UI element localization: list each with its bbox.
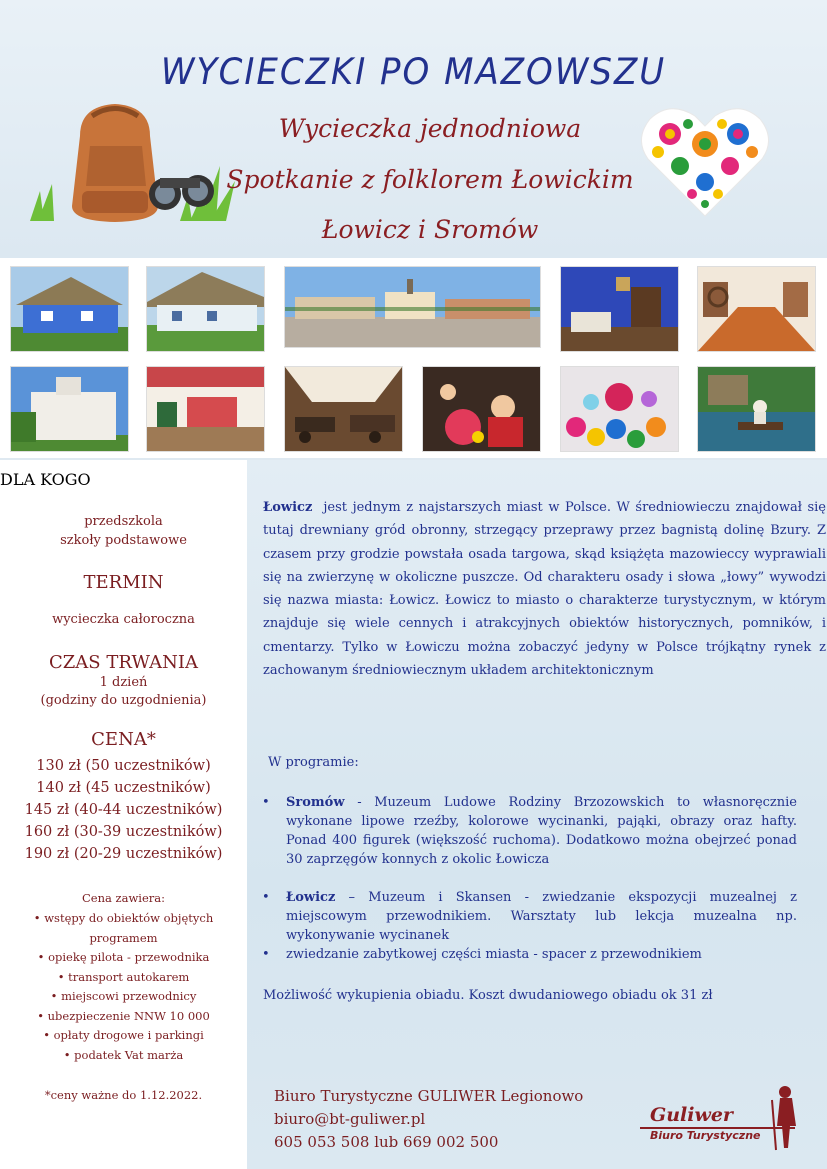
price-list [0,755,247,865]
subtitle-trip-type: Wycieczka jednodniowa [278,114,582,143]
includes-item: • podatek Vat marża [63,1047,184,1062]
photo-gallery [0,258,827,458]
duration-value: 1 dzień (godziny do uzgodnienia) [40,675,207,708]
program-item-lead: Łowicz [286,890,336,905]
program-item-lead: Sromów [286,795,345,810]
price-item: 130 zł (50 uczestników) [36,758,211,774]
program-item-walk [262,945,797,964]
includes-item: • transport autokarem [57,969,190,984]
photo-carriages [284,366,403,452]
includes-item: • opłaty drogowe i parkingi [43,1028,204,1042]
price-item: 160 zł (30-39 uczestników) [24,824,223,840]
logo-subtitle: Biuro Turystyczne [650,1129,761,1142]
photo-market-square [284,266,541,348]
includes-item: • ubezpieczenie NNW 10 000 [37,1008,210,1023]
contact-phone[interactable]: 605 053 508 lub 669 002 500 [274,1133,499,1151]
city-description [263,496,826,682]
logo-name: Guliwer [650,1104,733,1126]
subtitle-folklore: Spotkanie z folklorem Łowickim [226,165,634,194]
photo-museum-hall [697,266,816,352]
subtitle-places: Łowicz i Sromów [321,215,539,244]
photo-blue-cottage [10,266,129,352]
program-item-text: – Muzeum i Skansen - zwiedzanie ekspozycji muzealnej z miejscowym przewodnikiem. Warsztaty lub lekcja muzealna np. wykonywanie wycinanek [286,890,797,943]
program-item-lowicz [262,888,797,945]
backpack-illustration [30,96,240,226]
photo-folk-room [146,366,265,452]
program-item-text: zwiedzanie zabytkowej części miasta - spacer z przewodnikiem [286,947,702,962]
photo-river-rowing [697,366,816,452]
price-validity: *ceny ważne do 1.12.2022. [44,1088,203,1102]
price-item: 145 zł (40-44 uczestników) [24,802,223,818]
contact-email[interactable]: biuro@bt-guliwer.pl [274,1110,426,1128]
photo-paper-decorations [560,366,679,452]
lunch-note: Możliwość wykupienia obiadu. Koszt dwudaniowego obiadu ok 31 zł [263,988,713,1003]
price-includes [0,888,247,1065]
program-list [262,793,797,964]
photo-palace [10,366,129,452]
duration-heading: CZAS TRWANIA [49,652,198,673]
includes-heading: Cena zawiera: [82,891,165,905]
company-name: Biuro Turystyczne GULIWER Legionowo [274,1087,584,1105]
photo-white-cottage [146,266,265,352]
city-name: Łowicz [263,500,313,515]
includes-item: • miejscowi przewodnicy [50,989,197,1003]
price-item: 140 zł (45 uczestników) [36,780,211,796]
includes-item: programem [89,930,158,945]
page-title: WYCIECZKI PO MAZOWSZU [160,50,667,94]
description-text: jest jednym z najstarszych miast w Polsce. W średniowieczu znajdował się tutaj drewniany gród obronny, strzegący przeprawy przez bagnistą dolinę Bzury. Z czasem przy grodzie powstała osada targowa, skąd książęta mazowieccy wyprawiali się na zwierzynę w okoliczne puszcze. Od charakteru osady i słowa „łowy” wywodzi się nazwa miasta: Łowicz. Łowicz to miasto o charakterze turystycznym, w którym znajduje się wiele cennych i atrakcyjnych obiektów historycznych, pomników, i cmentarzy. Tylko w Łowiczu można zobaczyć jedyny w Polsce trójkątny rynek z zachowanym średniowiecznym układem architektonicznym [263,500,826,679]
price-heading: CENA* [91,729,156,750]
for-whom-heading: DLA KOGO [0,470,91,489]
photo-blue-interior [560,266,679,352]
photo-folk-artists [422,366,541,452]
price-item: 190 zł (20-29 uczestników) [24,846,223,862]
term-heading: TERMIN [83,572,164,593]
includes-item: • opiekę pilota - przewodnika [37,950,210,964]
for-whom-list: przedszkola szkoły podstawowe [60,514,187,548]
folk-heart-illustration [640,104,770,219]
program-item-sromow [262,793,797,869]
program-item-text: - Muzeum Ludowe Rodziny Brzozowskich to własnoręcznie wykonane lipowe rzeźby, kolorowe wycinanki, pająki, obrazy oraz hafty. Ponad 400 figurek (większość ruchoma). Dodatkowo można obejrzeć ponad 30 zaprzęgów konnych z okolic Łowicza [286,795,797,867]
contact-block [274,1085,583,1154]
includes-item: • wstępy do obiektów objętych [33,911,214,925]
term-value: wycieczka całoroczna [52,612,195,627]
program-title: W programie: [268,755,359,770]
